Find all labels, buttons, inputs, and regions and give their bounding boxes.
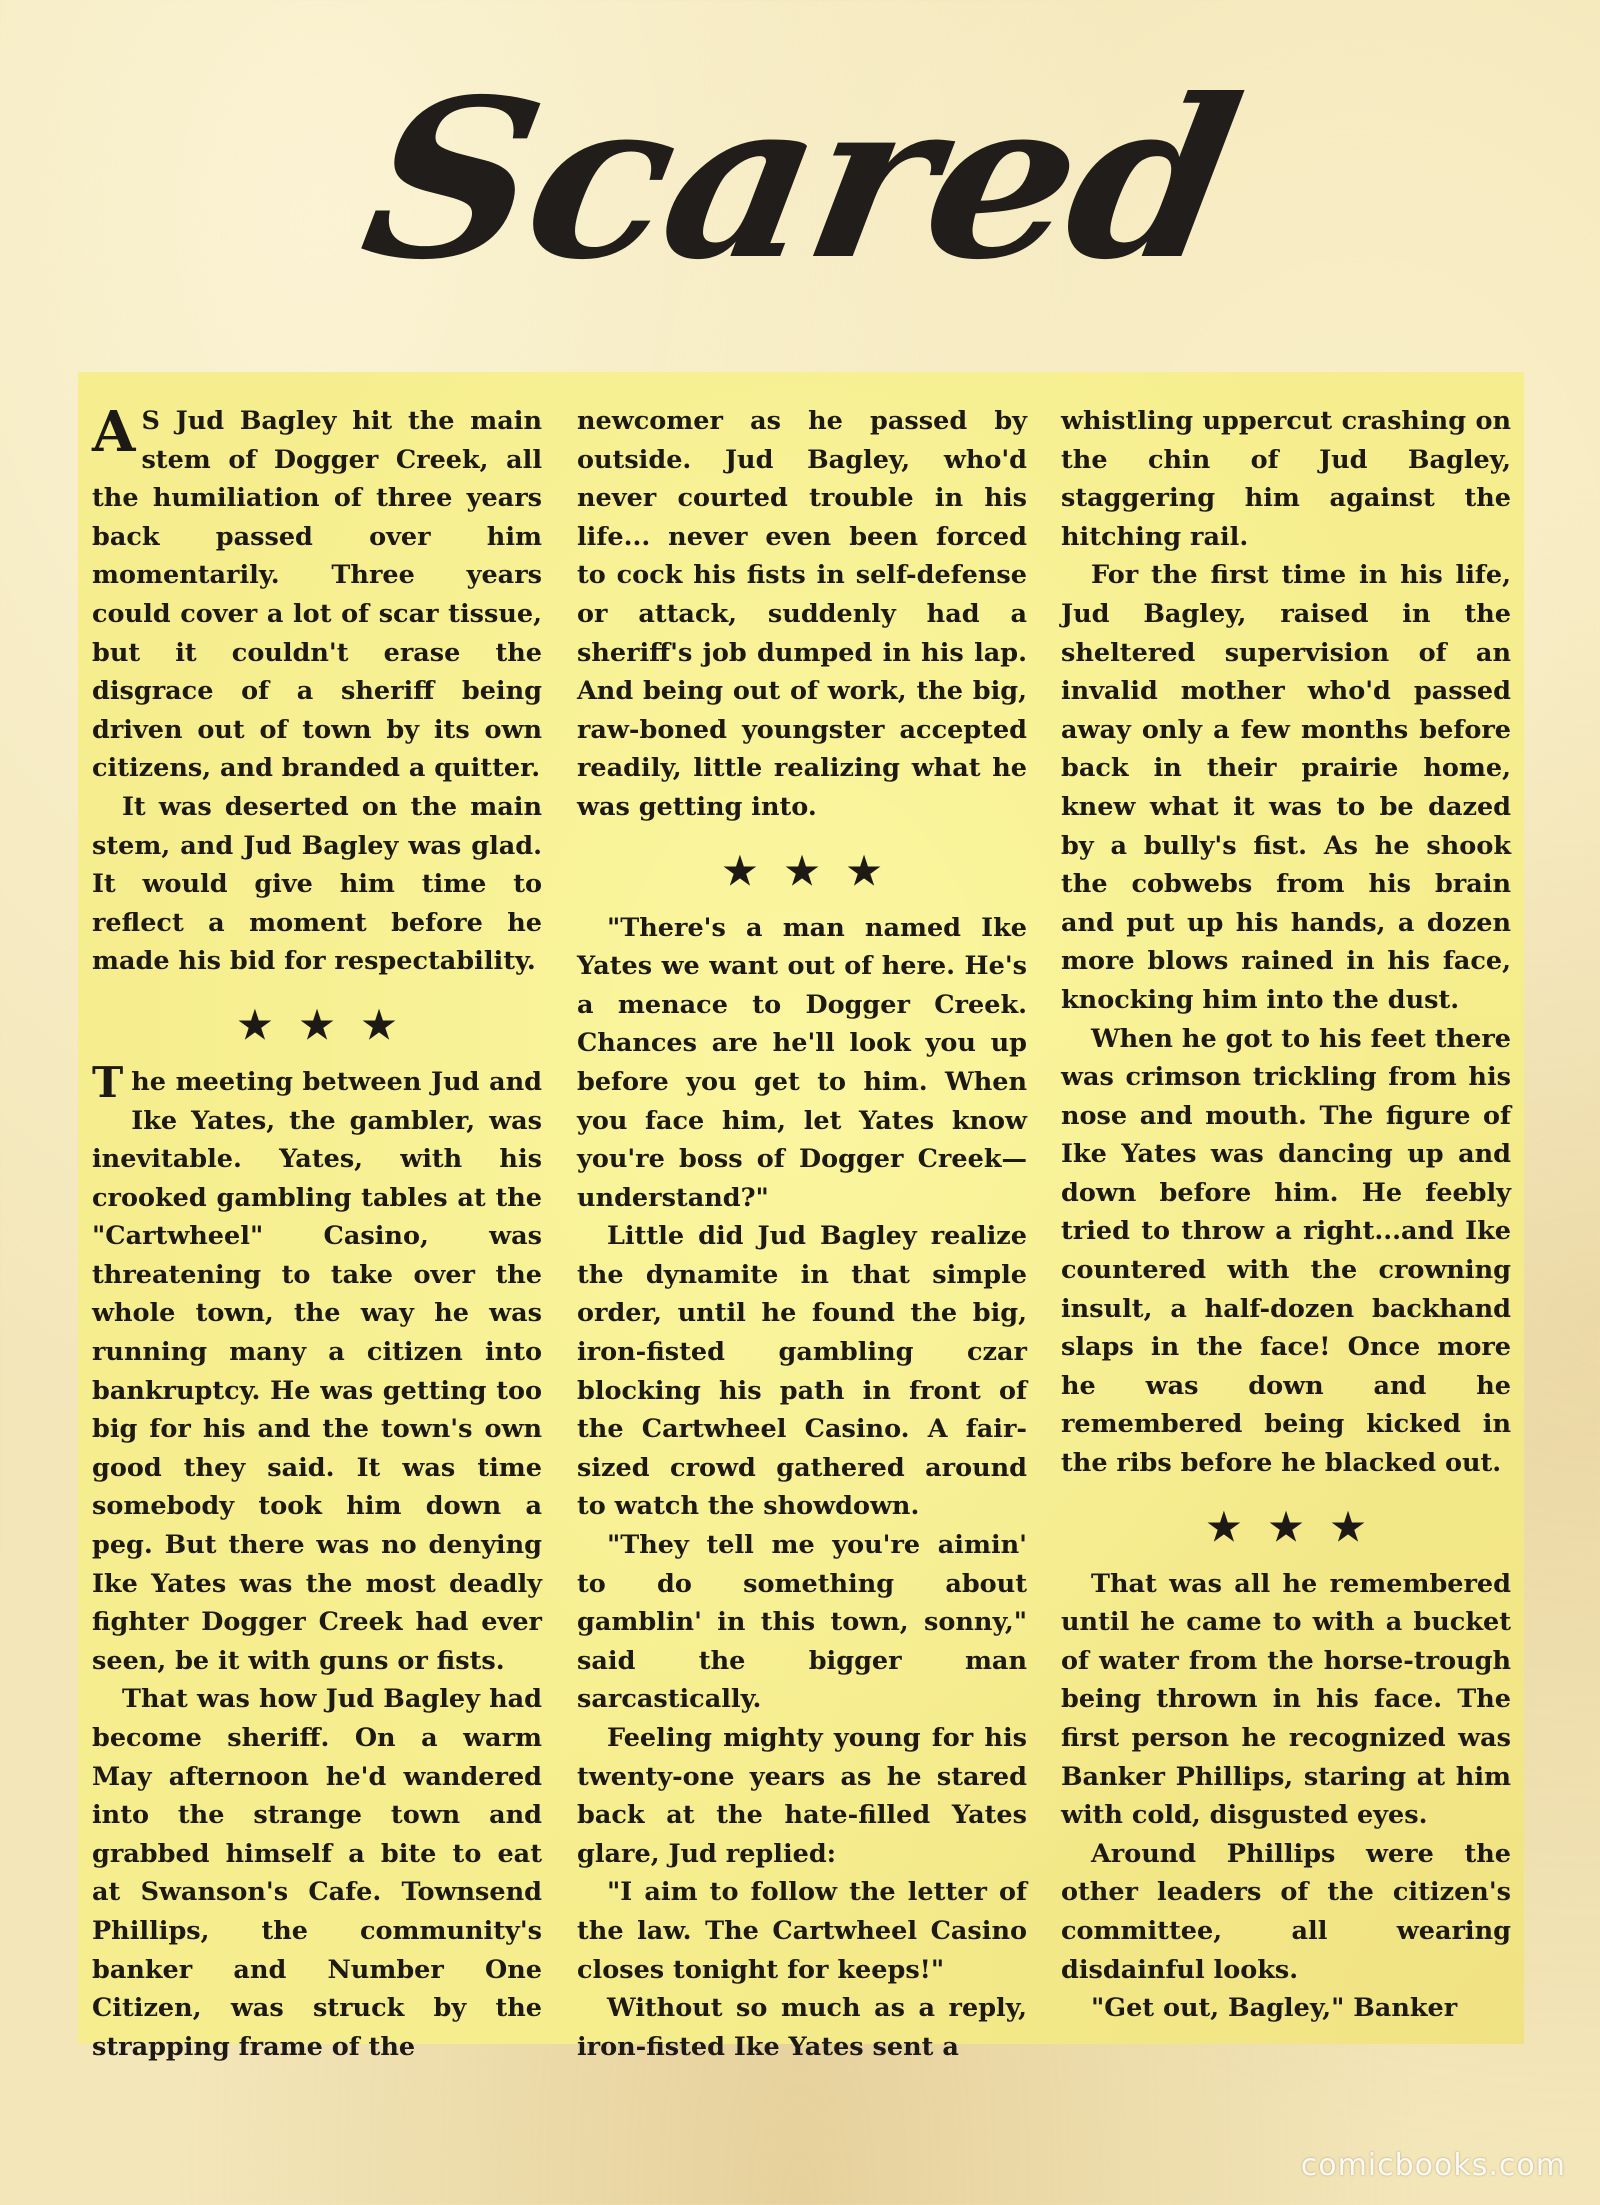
column-3 — [1061, 402, 1511, 2028]
paragraph: That was how Jud Bagley had become sheriff. On a warm May afternoon he'd wandered into the strange town and grabbed himself a bite to eat at Swanson's Cafe. Townsend Phillips, the community's banker and Number One Citizen, was struck by the strapping frame of the — [92, 1684, 542, 2062]
paragraph: Feeling mighty young for his twenty-one years as he stared back at the hate-filled Yates glare, Jud replied: — [577, 1723, 1027, 1869]
paragraph: "Get out, Bagley," Banker — [1091, 1993, 1458, 2024]
paragraph: "I aim to follow the letter of the law. The Cartwheel Casino closes tonight for keeps!" — [577, 1877, 1027, 1985]
paragraph: whistling uppercut crashing on the chin of Jud Bagley, staggering him against the hitching rail. — [1061, 406, 1511, 552]
drop-cap: T — [92, 1057, 124, 1107]
section-break-stars: ★★★ — [1206, 1503, 1394, 1549]
section-break-stars: ★★★ — [722, 847, 910, 893]
paragraph: newcomer as he passed by outside. Jud Bagley, who'd never courted trouble in his life... never even been forced to cock his fists in self-defense or attack, suddenly had a sheriff's job dumped in his lap. And being out of work, the big, raw-boned youngster accepted readily, little realizing what he was getting into. — [577, 406, 1027, 822]
paragraph: When he got to his feet there was crimson trickling from his nose and mouth. The figure of Ike Yates was dancing up and down before him. He feebly tried to throw a right...and Ike countered with the crowning insult, a half-dozen backhand slaps in the face! Once more he was down and he remembered being kicked in the ribs before he blacked out. — [1061, 1023, 1511, 1479]
column-2 — [577, 402, 1027, 2066]
site-watermark: comicbooks.com — [1300, 2148, 1566, 2183]
section-break-stars: ★★★ — [237, 1001, 425, 1047]
paragraph: That was all he remembered until he came to with a bucket of water from the horse-trough being thrown in his face. The first person he recognized was Banker Phillips, staring at him with cold, disgusted eyes. — [1061, 1568, 1511, 1831]
paragraph: For the first time in his life, Jud Bagley, raised in the sheltered supervision of an invalid mother who'd passed away only a few months before back in their prairie home, knew what it was to be dazed by a bully's fist. As he shook the cobwebs from his brain and put up his hands, a dozen more blows rained in his face, knocking him into the dust. — [1061, 560, 1511, 1015]
column-1 — [92, 399, 542, 2066]
story-title: Scared — [347, 51, 1253, 309]
paragraph: A S Jud Bagley hit the main stem of Dogger Creek, all the humiliation of three years back passed over him momentarily. Three years could cover a lot of scar tissue, but it couldn't erase the disgrace of a sheriff being driven out of town by its own citizens, and branded a quitter. — [92, 399, 542, 784]
paragraph: It was deserted on the main stem, and Jud Bagley was glad. It would give him time to reflect a moment before he made his bid for respectability. — [92, 791, 542, 977]
paragraph: Around Phillips were the other leaders of the citizen's committee, all wearing disdainful looks. — [1061, 1838, 1511, 1985]
paragraph: "They tell me you're aimin' to do something about gamblin' in this town, sonny," said the bigger man sarcastically. — [577, 1530, 1027, 1715]
paragraph: The meeting between Jud and Ike Yates, the gambler, was inevitable. Yates, with his crooked gambling tables at the "Cartwheel" Casino, was threatening to take over the whole town, the way he was running many a citizen into bankruptcy. He was getting too big for his and the town's own good they said. It was time somebody took him down a peg. But there was no denying Ike Yates was the most deadly fighter Dogger Creek had ever seen, be it with guns or fists. — [92, 1057, 542, 1676]
paragraph: Without so much as a reply, iron-fisted Ike Yates sent a — [577, 1993, 1027, 2062]
drop-cap: A — [92, 399, 136, 465]
paragraph: Little did Jud Bagley realize the dynamite in that simple order, until he found the big, iron-fisted gambling czar blocking his path in front of the Cartwheel Casino. A fair-sized crowd gathered around to watch the showdown. — [577, 1221, 1027, 1522]
paragraph: "There's a man named Ike Yates we want out of here. He's a menace to Dogger Creek. Chances are he'll look you up before you get to him. When you face him, let Yates know you're boss of Dogger Creek—understand?" — [577, 912, 1027, 1213]
